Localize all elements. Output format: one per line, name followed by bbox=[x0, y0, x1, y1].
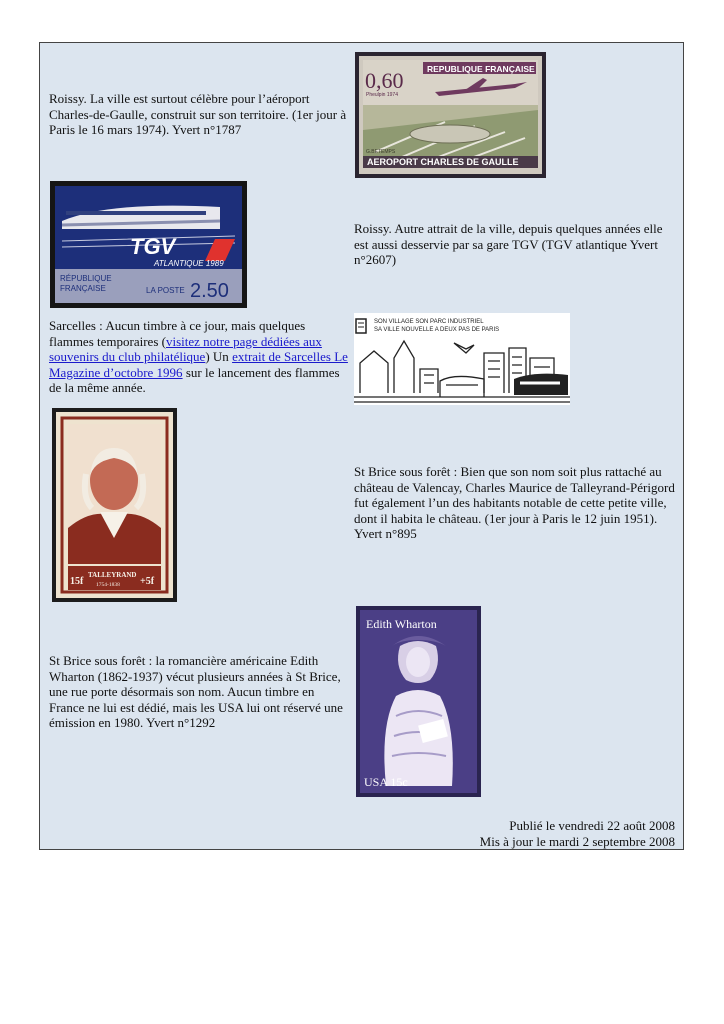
airport-stamp-caption: AEROPORT CHARLES DE GAULLE bbox=[367, 157, 519, 167]
tgv-stamp-image bbox=[50, 181, 247, 308]
wharton-stamp-name: Edith Wharton bbox=[366, 617, 437, 631]
talleyrand-text: St Brice sous forêt : Bien que son nom soit plus rattaché au château de Valencay, Charles Maurice de Talleyrand-Périgord fut également l’un des habitants notable de cette petite ville, dont il habita le château. (1er jour à Paris le 12 juin 1951). Yvert n°895 bbox=[354, 464, 675, 541]
talleyrand-stamp-image bbox=[52, 408, 177, 602]
tgv-stamp-country-1: RÉPUBLIQUE bbox=[60, 274, 112, 283]
sarcelles-magazine-link[interactable]: extrait de Sarcelles Le Magazine d’octobre 1996 bbox=[49, 349, 348, 380]
published-date: Publié le vendredi 22 août 2008 bbox=[509, 818, 675, 833]
airport-stamp-printer: G.BETEMPS bbox=[366, 149, 396, 155]
airport-stamp-value: 0,60 bbox=[365, 68, 404, 93]
sarcelles-text bbox=[49, 318, 349, 396]
tgv-stamp-subtitle: ATLANTIQUE 1989 bbox=[154, 259, 224, 268]
sarcelles-text-part-2: ) Un bbox=[205, 349, 233, 364]
talleyrand-stamp-dates: 1754-1838 bbox=[96, 582, 120, 588]
airport-stamp-image bbox=[355, 52, 546, 178]
roissy-tgv-text: Roissy. Autre attrait de la ville, depuis quelques années elle est aussi desservie par sa gare TGV (TGV atlantique Yvert n°2607) bbox=[354, 221, 663, 267]
tgv-stamp-post: LA POSTE bbox=[146, 286, 185, 295]
tgv-stamp-value: 2.50 bbox=[190, 280, 229, 302]
flamme-line-2: SA VILLE NOUVELLE A DEUX PAS DE PARIS bbox=[374, 327, 500, 333]
updated-date: Mis à jour le mardi 2 septembre 2008 bbox=[479, 834, 675, 849]
sarcelles-flamme-image bbox=[354, 313, 570, 405]
wharton-text: St Brice sous forêt : la romancière américaine Edith Wharton (1862-1937) vécut plusieurs années à St Brice, une rue porte désormais son nom. Aucun timbre en France ne lui est dédié, mais les USA lui ont réservé une émission en 1980. Yvert n°1292 bbox=[49, 653, 343, 730]
flamme-line-1: SON VILLAGE SON PARC INDUSTRIEL bbox=[374, 319, 484, 325]
sarcelles-text-part-1: Sarcelles : Aucun timbre à ce jour, mais quelques flammes temporaires ( bbox=[49, 318, 306, 349]
club-souvenirs-link[interactable]: visitez notre page dédiées aux souvenirs du club philatélique bbox=[49, 333, 322, 364]
airport-stamp-designer: Pheulpin 1974 bbox=[366, 92, 398, 98]
sarcelles-text-part-3: sur le lancement des flammes de la même année. bbox=[49, 364, 340, 395]
tgv-stamp-logo: TGV bbox=[130, 234, 176, 259]
wharton-stamp-image bbox=[356, 606, 481, 797]
content-panel bbox=[39, 42, 684, 850]
talleyrand-stamp-value-right: +5f bbox=[140, 576, 155, 587]
wharton-stamp-value: USA 15c bbox=[364, 775, 408, 789]
airport-stamp-country: REPUBLIQUE FRANÇAISE bbox=[427, 64, 535, 74]
talleyrand-stamp-value-left: 15f bbox=[70, 576, 84, 587]
talleyrand-stamp-name: TALLEYRAND bbox=[88, 571, 137, 579]
tgv-stamp-country-2: FRANÇAISE bbox=[60, 284, 106, 293]
roissy-airport-text: Roissy. La ville est surtout célèbre pour l’aéroport Charles-de-Gaulle, construit sur son territoire. (1er jour à Paris le 16 mars 1974). Yvert n°1787 bbox=[49, 91, 347, 137]
page-footer bbox=[480, 818, 675, 850]
